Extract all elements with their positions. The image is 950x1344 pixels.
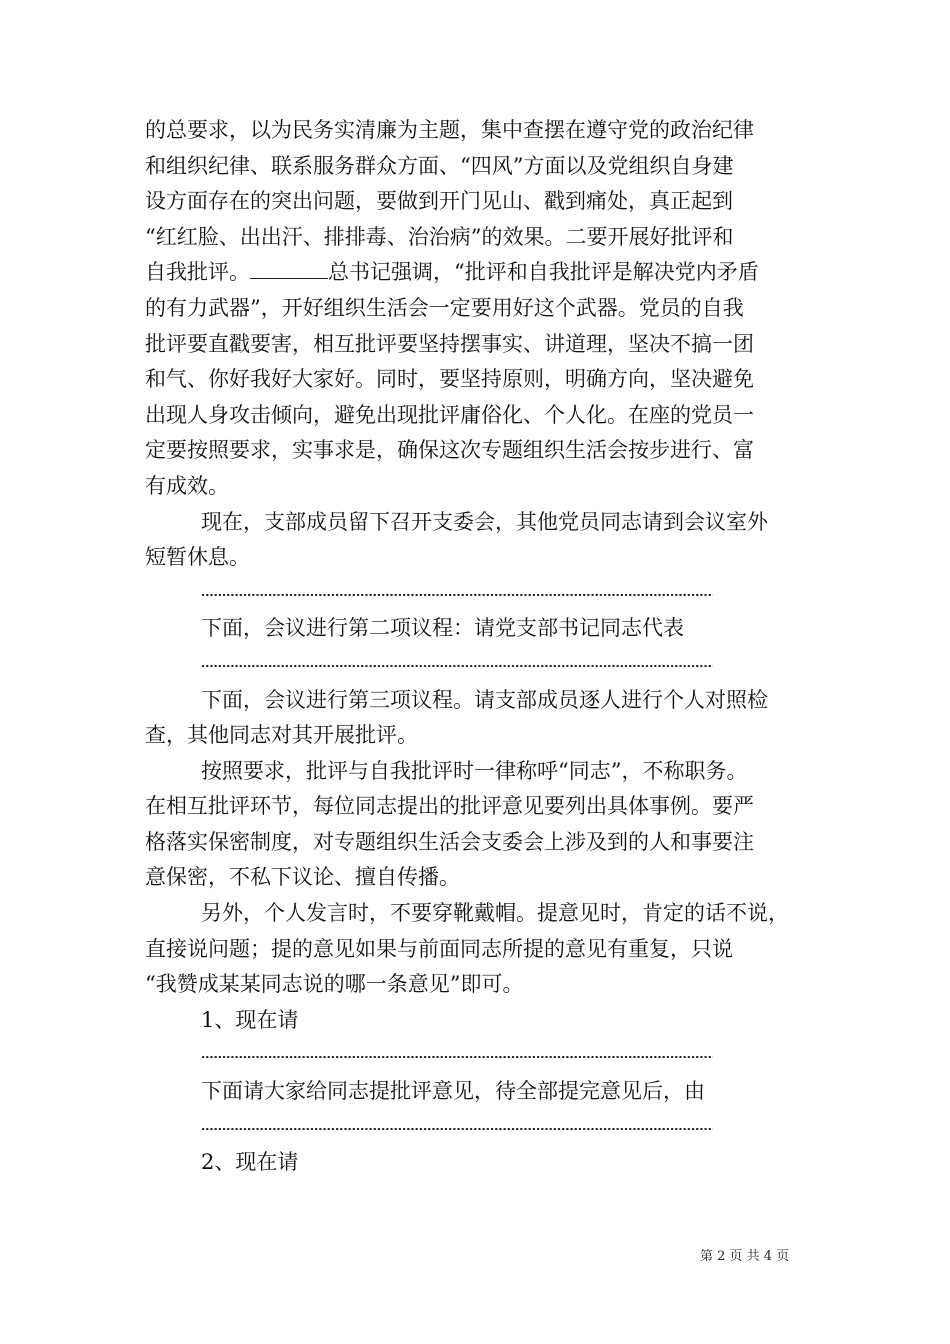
text-line: 和气、你好我好大家好。同时，要坚持原则，明确方向，坚决避免 [145,367,754,392]
text-line: 的总要求，以为民务实清廉为主题，集中查摆在遵守党的政治纪律 [145,118,754,142]
dotted-line [201,664,713,668]
text-line: 批评要直戳要害，相互批评要坚持摆事实、讲道理，坚决不搞一团 [145,331,754,356]
ellipsis-divider [145,1038,807,1074]
text-line: 查，其他同志对其开展批评。 [145,723,418,748]
text-line: 格落实保密制度，对专题组织生活会支委会上涉及到的人和事要注 [145,829,754,854]
text-line: 下面，会议进行第三项议程。请支部成员逐人进行个人对照检 [201,687,768,712]
text-line-with-blank [145,255,807,291]
dotted-line [201,1127,713,1131]
text-line: 出现人身攻击倾向，避免出现批评庸俗化、个人化。在座的党员一 [145,402,754,427]
text-line: 短暂休息。 [145,545,250,570]
text-line: 和组织纪律、联系服务群众方面、“四风”方面以及党组织自身建 [145,153,734,178]
text-line: “我赞成某某同志说的哪一条意见”即可。 [145,972,524,997]
text-line: 直接说问题；提的意见如果与前面同志所提的意见有重复，只说 [145,936,733,961]
text-line: 有成效。 [145,473,229,498]
text-line: 设方面存在的突出问题，要做到开门见山、戳到痛处，真正起到 [145,189,733,214]
text-line: “红红脸、出出汗、排排毒、治治病”的效果。二要开展好批评和 [145,224,734,249]
text-line: 下面请大家给同志提批评意见，待全部提完意见后，由 [201,1079,705,1104]
text-line: 按照要求，批评与自我批评时一律称呼“同志”，不称职务。 [201,758,748,783]
text-segment: 总书记强调，“批评和自我批评是解决党内矛盾 [328,260,759,285]
text-line: 现在，支部成员留下召开支委会，其他党员同志请到会议室外 [201,509,768,534]
page-number: 第 2 页 共 4 页 [700,1249,790,1264]
document-body [145,113,807,1181]
dotted-line [201,593,713,597]
list-item: 2、现在请 [201,1150,299,1175]
text-segment: 自我批评。 [145,260,250,285]
text-line: 的有力武器”，开好组织生活会一定要用好这个武器。党员的自我 [145,295,744,320]
ellipsis-divider [145,576,807,612]
text-line: 在相互批评环节，每位同志提出的批评意见要列出具体事例。要严 [145,794,754,819]
text-line: 意保密，不私下议论、擅自传播。 [145,865,460,890]
dotted-line [201,1055,713,1059]
text-line: 下面，会议进行第二项议程：请党支部书记同志代表 [201,616,684,641]
text-line: 另外，个人发言时，不要穿靴戴帽。提意见时，肯定的话不说， [201,901,789,926]
list-item: 1、现在请 [201,1007,299,1032]
ellipsis-divider [145,1110,807,1146]
text-line: 定要按照要求，实事求是，确保这次专题组织生活会按步进行、富 [145,438,754,463]
ellipsis-divider [145,647,807,683]
fill-in-blank [250,258,328,279]
